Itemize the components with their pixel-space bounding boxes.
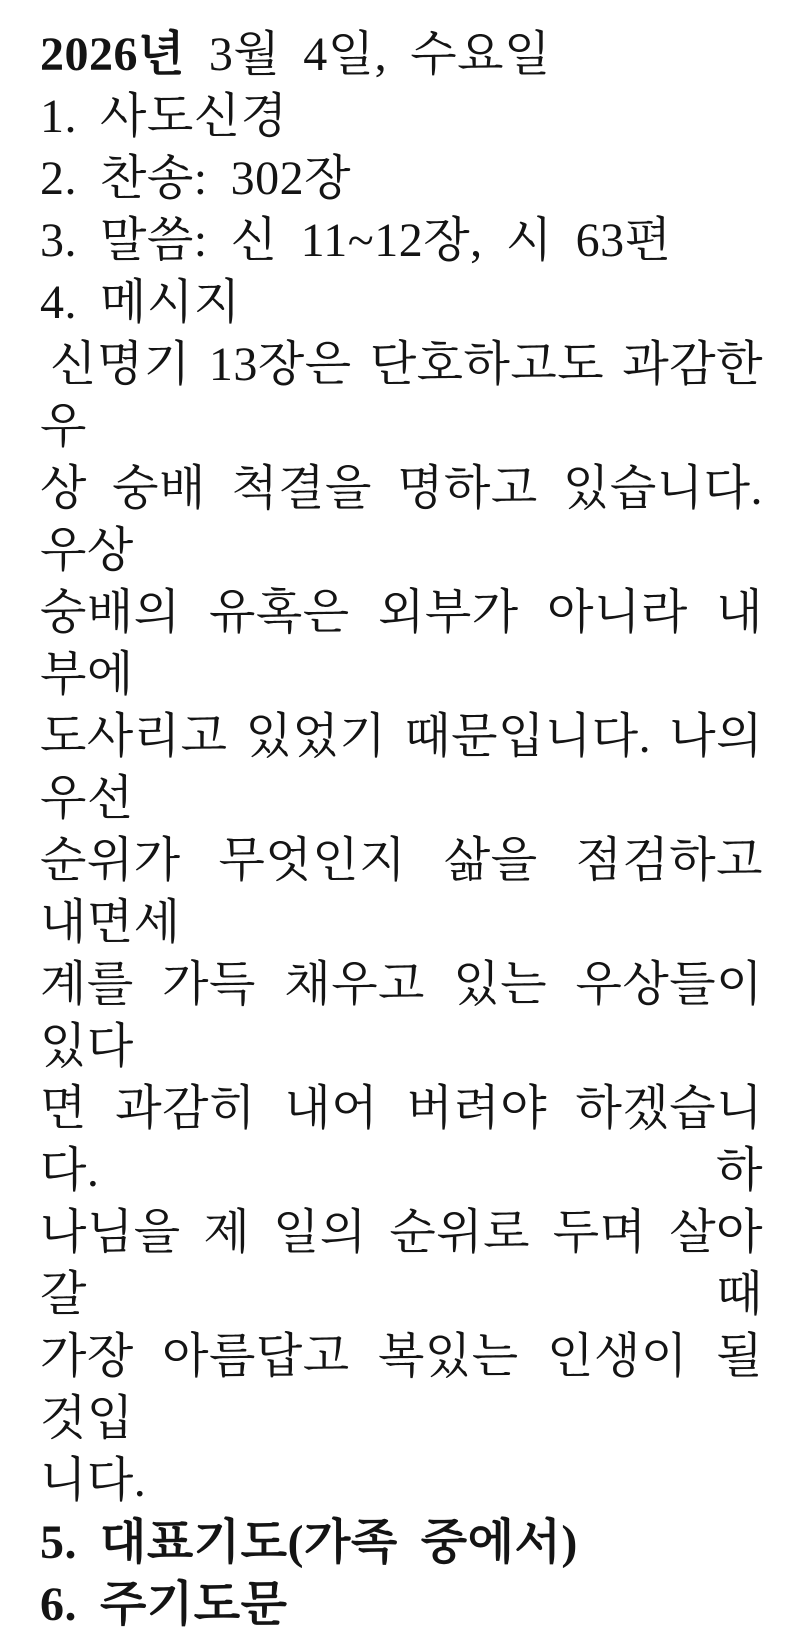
message-line: 계를 가득 채우고 있는 우상들이 있다 — [40, 958, 763, 1073]
item-number: 3. — [40, 214, 77, 267]
message-line: 상 숭배 척결을 명하고 있습니다. 우상 — [40, 462, 763, 577]
message-line: 신명기 13장은 단호하고도 과감한 우 — [40, 338, 763, 453]
message-line: 순위가 무엇인지 삶을 점검하고 내면세 — [40, 834, 763, 949]
item-label: 메시지 — [100, 276, 241, 329]
item-label: 말씀: 신 11~12장, 시 63편 — [100, 214, 672, 267]
order-item-hymn — [40, 148, 763, 210]
message-line: 니다. — [40, 1454, 147, 1507]
item-number: 2. — [40, 152, 77, 205]
order-item-message — [40, 272, 763, 334]
item-label: 대표기도(가족 중에서) — [100, 1516, 578, 1569]
date-year: 2026년 — [40, 28, 185, 81]
message-line: 면 과감히 내어 버려야 하겠습니다. 하 — [40, 1082, 763, 1197]
date-line — [40, 24, 763, 86]
message-line: 가장 아름답고 복있는 인생이 될 것입 — [40, 1330, 763, 1445]
message-line: 도사리고 있었기 때문입니다. 나의 우선 — [40, 710, 763, 825]
order-item-scripture — [40, 210, 763, 272]
item-number: 6. — [40, 1578, 77, 1631]
message-line: 나님을 제 일의 순위로 두며 살아갈 때 — [40, 1206, 763, 1321]
message-text — [40, 334, 763, 1512]
order-item-lords-prayer — [40, 1574, 763, 1636]
message-line: 숭배의 유혹은 외부가 아니라 내부에 — [40, 586, 763, 701]
item-number: 4. — [40, 276, 77, 329]
item-number: 1. — [40, 90, 77, 143]
item-label: 주기도문 — [100, 1578, 288, 1631]
item-label: 사도신경 — [100, 90, 288, 143]
order-item-representative-prayer — [40, 1512, 763, 1574]
order-item-apostles-creed — [40, 86, 763, 148]
item-label: 찬송: 302장 — [100, 152, 352, 205]
date-rest: 3월 4일, 수요일 — [208, 28, 551, 81]
item-number: 5. — [40, 1516, 77, 1569]
